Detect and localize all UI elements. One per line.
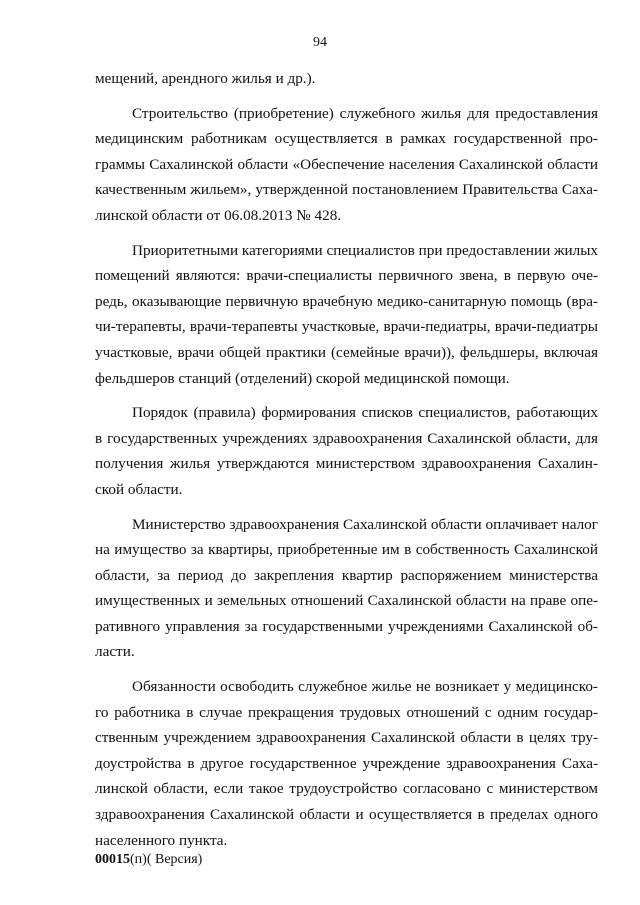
paragraph-line: ласти. (95, 643, 135, 661)
paragraph (95, 66, 598, 92)
paragraph-line: на имущество за квартиры, приобретенные им в собственность Сахалинской (95, 541, 598, 559)
paragraph-line: участковые, врачи общей практики (семейные врачи)), фельдшеры, включая (95, 343, 598, 361)
paragraph (95, 512, 598, 666)
paragraph (95, 400, 598, 502)
paragraph-line: помещений являются: врачи-специалисты первичного звена, в первую оче- (95, 267, 598, 285)
paragraph-line: Министерство здравоохранения Сахалинской области оплачивает налог (132, 515, 598, 533)
body-text (95, 66, 598, 853)
paragraph-line: линской области, если такое трудоустройство согласовано с министерством (95, 780, 598, 798)
footer-code-number: 00015 (95, 852, 130, 867)
paragraph-line: Приоритетными категориями специалистов при предоставлении жилых (132, 241, 599, 259)
paragraph-gap (95, 92, 598, 101)
paragraph-gap (95, 229, 598, 238)
paragraph-line: населенного пункта. (95, 831, 228, 849)
paragraph-line: Обязанности освободить служебное жилье не возникает у медицинско- (132, 678, 598, 696)
paragraph-line: получения жилья утверждаются министерством здравоохранения Сахалин- (95, 455, 598, 473)
paragraph-line: имущественных и земельных отношений Сахалинской области на праве опе- (95, 592, 598, 610)
paragraph-line: мещений, арендного жилья и др.). (95, 70, 316, 87)
page-number: 94 (313, 35, 327, 50)
paragraph-line: ственным учреждением здравоохранения Сахалинской области в целях тру- (95, 729, 598, 747)
paragraph-line: Порядок (правила) формирования списков специалистов, работающих (132, 404, 598, 422)
paragraph-line: здравоохранения Сахалинской области и осуществляется в пределах одного (95, 806, 598, 824)
paragraph-line: качественным жильем», утвержденной постановлением Правительства Саха- (95, 181, 598, 199)
paragraph-line: граммы Сахалинской области «Обеспечение населения Сахалинской области (95, 155, 598, 173)
paragraph-line: линской области от 06.08.2013 № 428. (95, 206, 342, 224)
paragraph-line: ской области. (95, 480, 183, 498)
paragraph-gap (95, 665, 598, 674)
paragraph-line: доустройства в другое государственное учреждение здравоохранения Саха- (95, 754, 598, 772)
paragraph-line: редь, оказывающие первичную врачебную медико-санитарную помощь (вра- (95, 292, 598, 310)
paragraph-gap (95, 391, 598, 400)
footer-code-suffix: (п)( Версия) (130, 852, 203, 867)
paragraph-line: фельдшеров станций (отделений) скорой медицинской помощи. (95, 369, 510, 387)
paragraph (95, 101, 598, 229)
paragraph-line: го работника в случае прекращения трудовых отношений с одним государ- (95, 703, 598, 721)
paragraph-line: чи-терапевты, врачи-терапевты участковые, врачи-педиатры, врачи-педиатры (95, 318, 598, 336)
document-footer-code (95, 851, 202, 869)
paragraph-line: в государственных учреждениях здравоохранения Сахалинской области, для (95, 429, 598, 447)
paragraph-line: медицинским работникам осуществляется в рамках государственной про- (95, 130, 598, 148)
paragraph (95, 674, 598, 853)
paragraph-gap (95, 503, 598, 512)
paragraph-line: ративного управления за государственными учреждениями Сахалинской об- (95, 617, 598, 635)
paragraph (95, 238, 598, 392)
paragraph-line: области, за период до закрепления квартир распоряжением министерства (95, 566, 598, 584)
paragraph-line: Строительство (приобретение) служебного жилья для предоставления (132, 104, 598, 122)
